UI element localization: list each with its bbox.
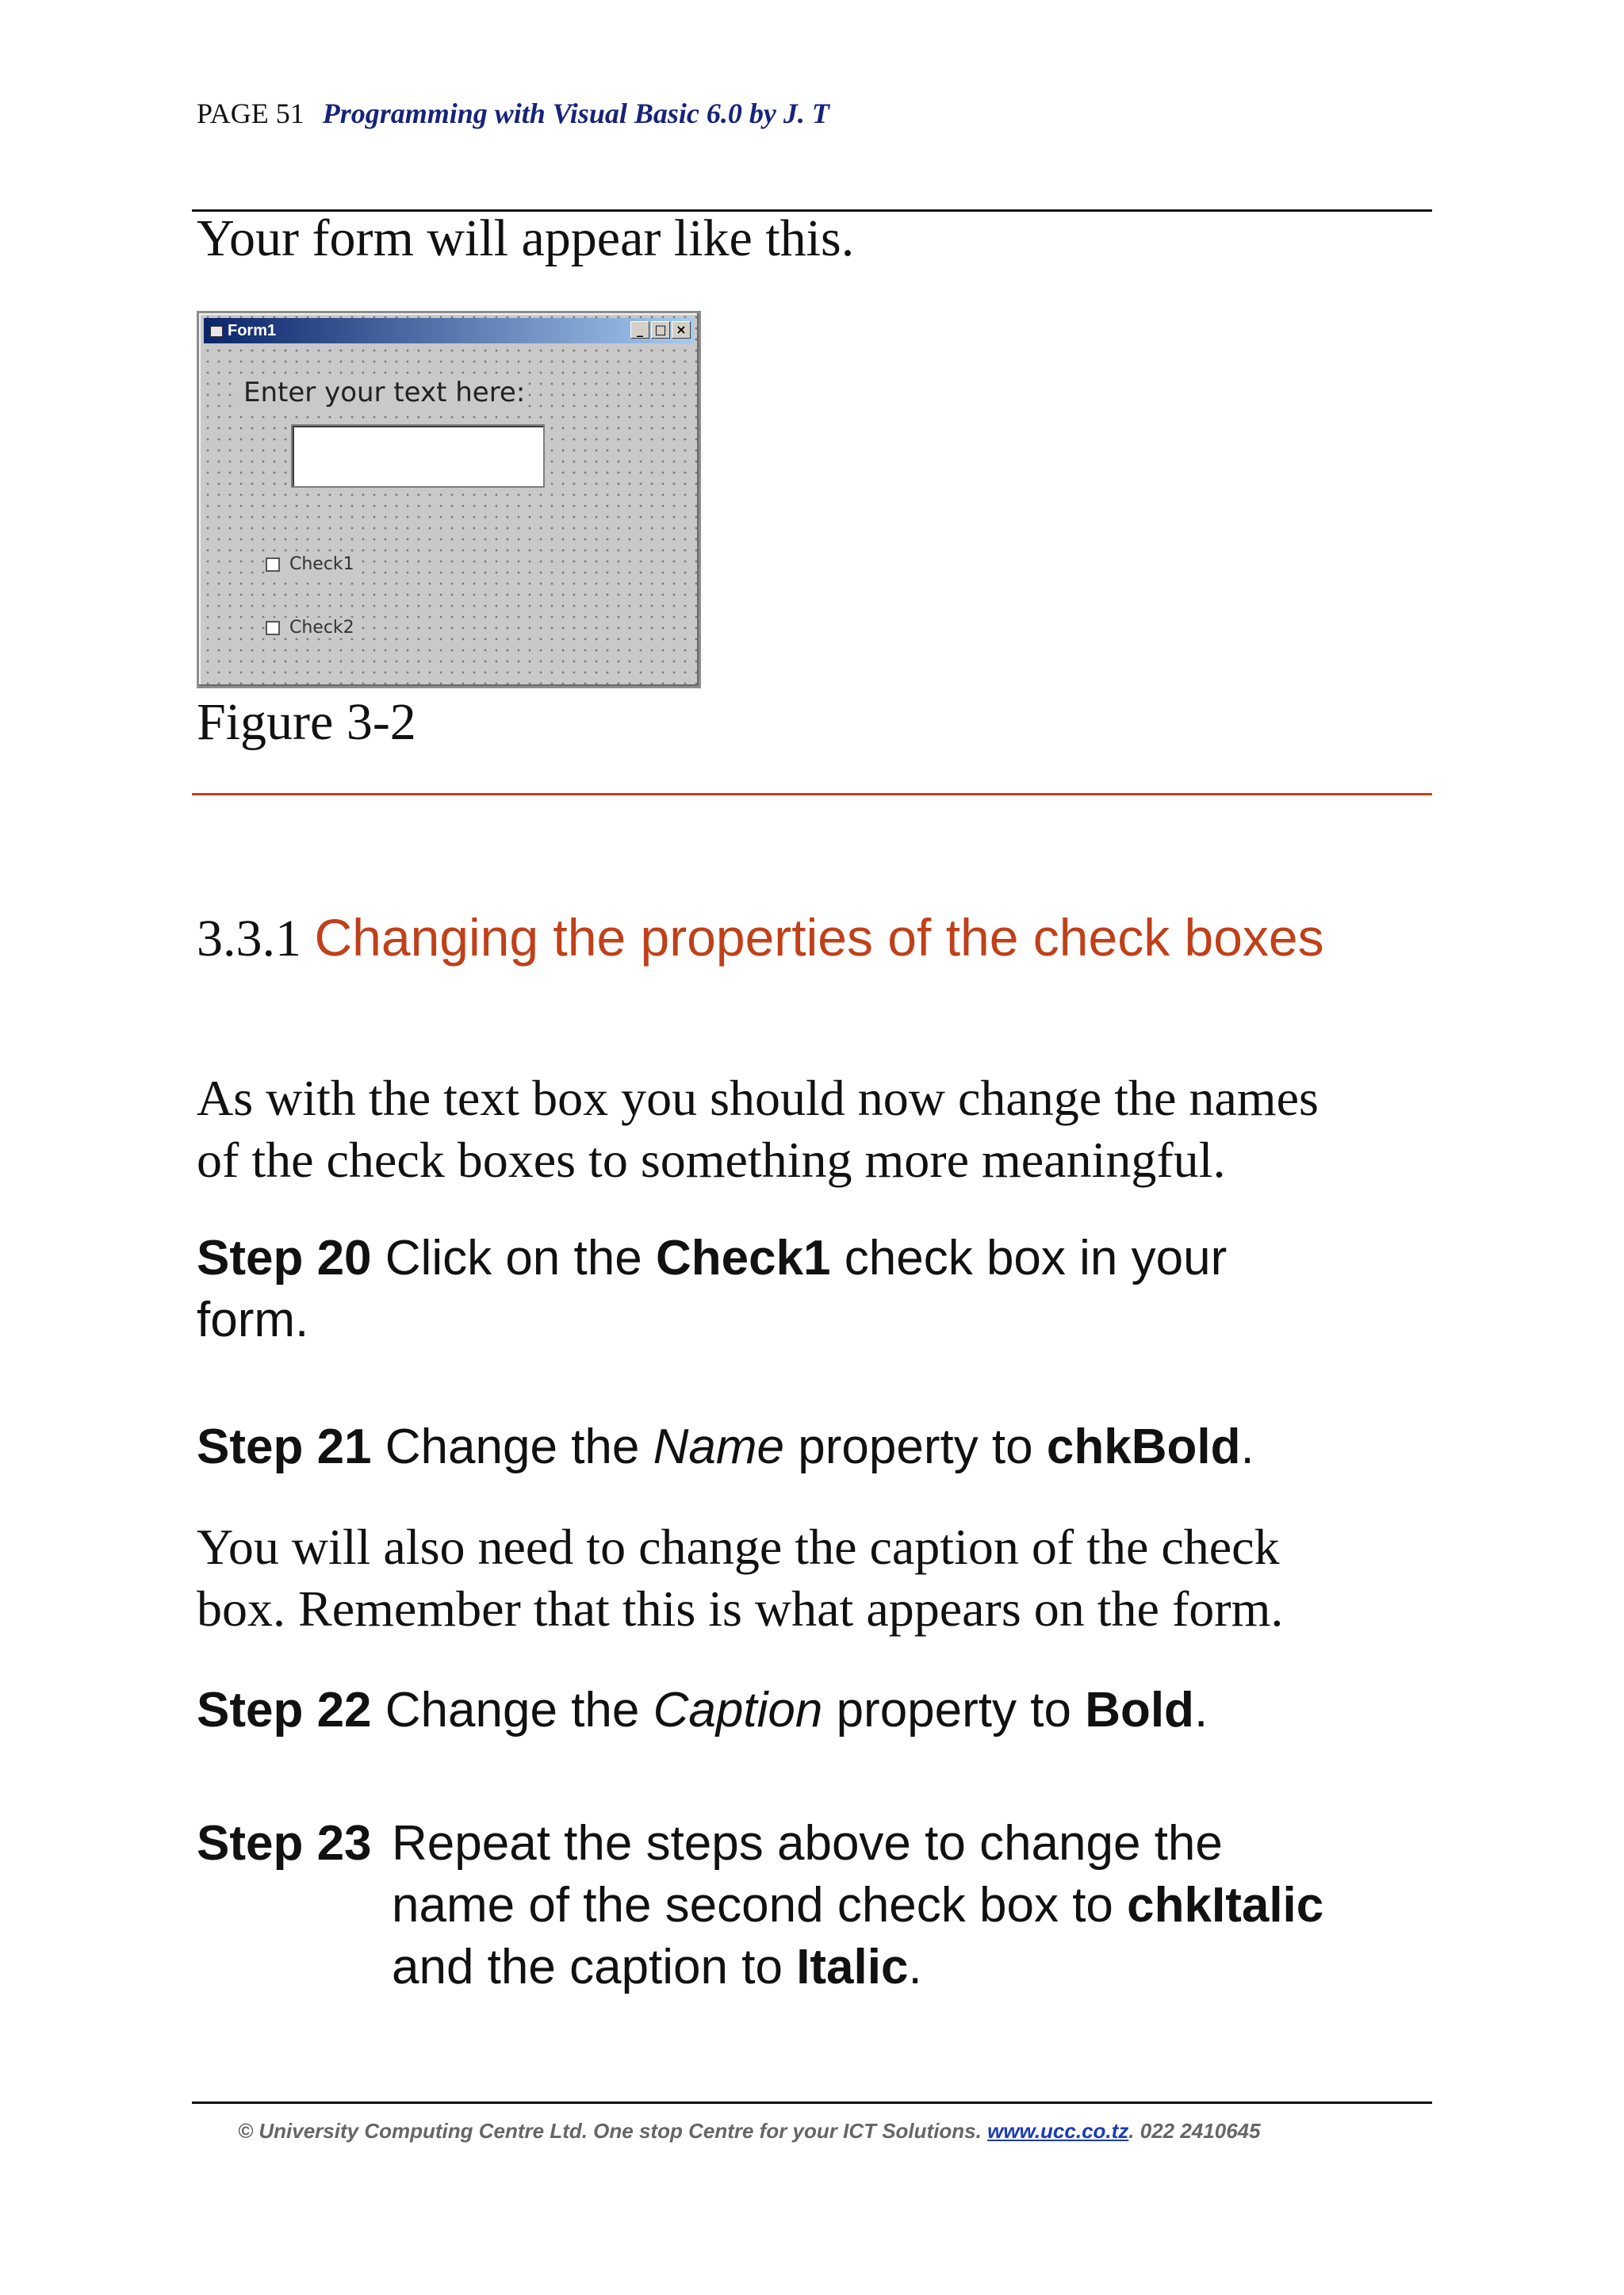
section-number: 3.3.1 [197,910,301,967]
minimize-icon: _ [630,321,649,339]
step-23 [197,1813,372,1875]
paragraph-1-line2: of the check boxes to something more meaningful. [197,1132,1226,1188]
step-23-line3-text: and the caption to [392,1940,783,1994]
step-20-line2: form. [197,1293,309,1347]
step-22-italic: Caption [653,1683,823,1738]
step-22-label: Step 22 [197,1683,372,1738]
step-22-end: . [1193,1683,1208,1738]
step-23-label: Step 23 [197,1816,372,1871]
close-icon: × [672,321,691,339]
step-21-text: Change the [385,1420,640,1474]
form-check2 [266,618,359,638]
section-title: Changing the properties of the check boxes [314,908,1324,967]
paragraph-2-line2: box. Remember that this is what appears on the form. [197,1580,1284,1637]
figure-caption: Figure 3-2 [197,693,416,751]
step-21-end: . [1240,1420,1254,1474]
step-23-body [392,1813,1323,1998]
footer-link[interactable]: www.ucc.co.tz [987,2119,1129,2143]
form-check1 [266,554,359,574]
step-20-text: Click on the [385,1231,642,1285]
form-title: Form1 [228,322,277,339]
step-22-bold: Bold [1085,1683,1194,1738]
step-23-line3-bold: Italic [796,1940,909,1994]
step-21-label: Step 21 [197,1420,372,1474]
checkbox-icon [266,621,280,635]
page-number: PAGE 51 [197,98,304,129]
checkbox-icon [266,557,280,572]
paragraph-2-line1: You will also need to change the caption of the check [197,1519,1280,1575]
step-23-line2 [392,1875,1323,1937]
step-23-line1: Repeat the steps above to change the [392,1816,1223,1871]
form-icon [210,326,223,337]
form-titlebar [204,318,694,343]
footer-rule [192,2102,1432,2104]
paragraph-1 [197,1067,1319,1191]
page-footer [238,2119,1396,2144]
paragraph-1-line1: As with the text box you should now change the names [197,1070,1319,1126]
step-20-bold: Check1 [655,1231,831,1285]
step-22-text: Change the [385,1683,640,1738]
check2-label: Check2 [289,618,354,638]
step-21 [197,1416,1254,1478]
vb-form-figure [197,311,701,688]
maximize-icon: □ [651,321,670,339]
step-23-line3 [392,1937,1323,1998]
intro-text: Your form will appear like this. [197,209,855,267]
step-22-text-b: property to [836,1683,1071,1738]
form-label: Enter your text here: [240,377,528,408]
paragraph-2 [197,1516,1283,1640]
step-23-end: . [908,1940,922,1994]
step-20-text-end: check box in your [844,1231,1228,1285]
step-23-line2-bold: chkItalic [1127,1878,1324,1933]
step-20 [197,1228,1227,1351]
book-title: Programming with Visual Basic 6.0 by J. T [322,98,829,129]
step-21-italic: Name [653,1420,785,1474]
footer-copyright: © University Computing Centre Ltd. One stop Centre for your ICT Solutions. [238,2119,982,2143]
form-textbox [291,424,545,488]
step-20-label: Step 20 [197,1231,372,1285]
check1-label: Check1 [289,554,354,574]
section-rule [192,793,1432,795]
step-21-bold: chkBold [1046,1420,1241,1474]
step-22 [197,1680,1208,1741]
step-23-line2-text: name of the second check box to [392,1878,1113,1933]
step-21-text-b: property to [798,1420,1033,1474]
footer-phone: . 022 2410645 [1128,2119,1261,2143]
page-header [197,97,829,130]
window-controls [630,321,691,339]
section-heading [197,906,1324,971]
